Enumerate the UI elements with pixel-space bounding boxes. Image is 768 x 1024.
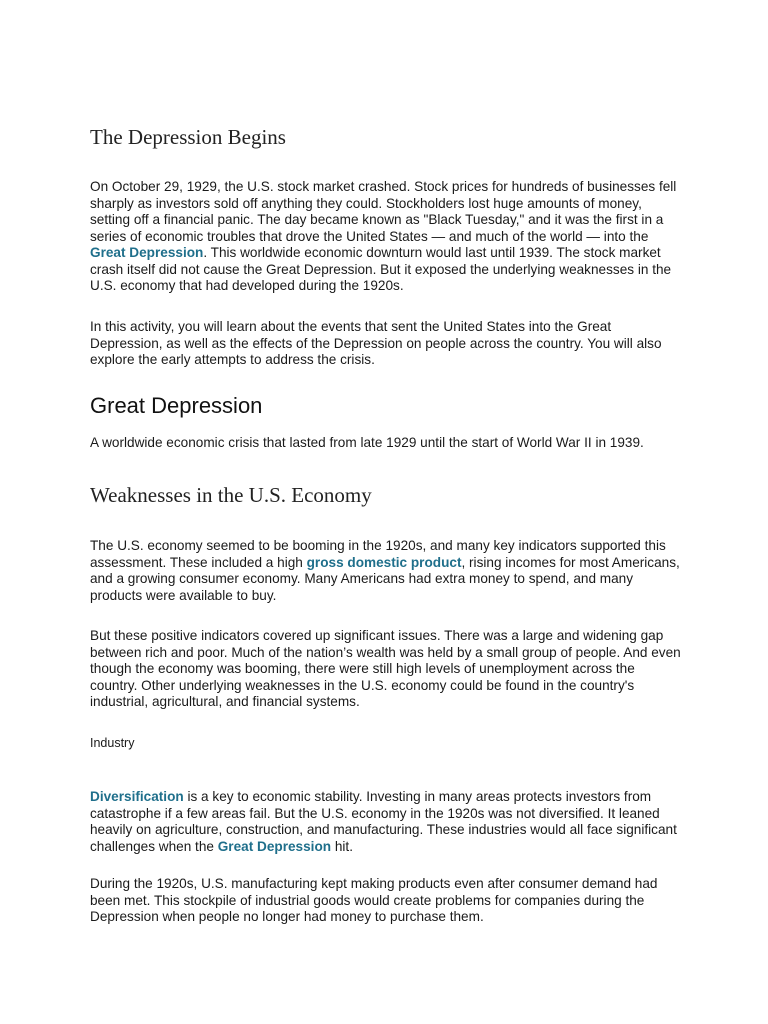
heading-weaknesses: Weaknesses in the U.S. Economy <box>90 483 372 507</box>
paragraph-activity-intro: In this activity, you will learn about the events that sent the United States into the Great Depression, as well as the effects of the Depression on people across the country. You will also explore the early attempts to address the crisis. <box>90 319 662 367</box>
glossary-term-heading: Great Depression <box>90 393 263 418</box>
diversification-link[interactable]: Diversification <box>90 789 184 804</box>
paragraph-text: . This worldwide economic downturn would last until 1939. The stock market crash itself did not cause the Great Depression. But it exposed the underlying weaknesses in the U.S. economy that had developed during the 1920s. <box>90 245 672 293</box>
paragraph-text: The U.S. economy seemed to be booming in the 1920s, and many key indicators supported this assessment. These included a high <box>90 538 666 570</box>
great-depression-link-2[interactable]: Great Depression <box>217 838 332 854</box>
paragraph-text: hit. <box>331 838 353 854</box>
gross-domestic-product-link[interactable]: gross domestic product <box>306 554 462 570</box>
paragraph-underlying-issues: But these positive indicators covered up significant issues. There was a large and widening gap between rich and poor. Much of the nation’s wealth was held by a small group of people. And even though the economy was booming, there were still high levels of unemployment across the country. Other underlying weaknesses in the U.S. economy could be found in the country's industrial, agricultural, and financial systems. <box>90 628 681 709</box>
paragraph-booming-economy <box>90 538 682 604</box>
paragraph-text: is a key to economic stability. Investing in many areas protects investors from catastrophe if a few areas fail. But the U.S. economy in the 1920s was not diversified. It leaned heavily on agriculture, construction, and manufacturing. These industries would all face significant challenges when the <box>90 789 677 854</box>
paragraph-manufacturing: During the 1920s, U.S. manufacturing kept making products even after consumer demand had been met. This stockpile of industrial goods would create problems for companies during the Depression when people no longer had money to purchase them. <box>90 876 658 924</box>
heading-depression-begins: The Depression Begins <box>90 125 286 149</box>
paragraph-text: On October 29, 1929, the U.S. stock market crashed. Stock prices for hundreds of businesses fell sharply as investors sold off anything they could. Stockholders lost huge amounts of money, setting off a financial panic. The day became known as "Black Tuesday," and it was the first in a series of economic troubles that drove the United States — and much of the world — into the <box>90 179 677 244</box>
great-depression-link[interactable]: Great Depression <box>90 245 204 260</box>
glossary-definition: A worldwide economic crisis that lasted from late 1929 until the start of World War II in 1939. <box>90 435 644 450</box>
paragraph-diversification <box>90 789 682 855</box>
paragraph-text: , rising incomes for most Americans, and a growing consumer economy. Many Americans had extra money to spend, and many products were available to buy. <box>90 554 680 603</box>
paragraph-black-tuesday <box>90 179 682 295</box>
subheading-industry: Industry <box>90 736 135 750</box>
